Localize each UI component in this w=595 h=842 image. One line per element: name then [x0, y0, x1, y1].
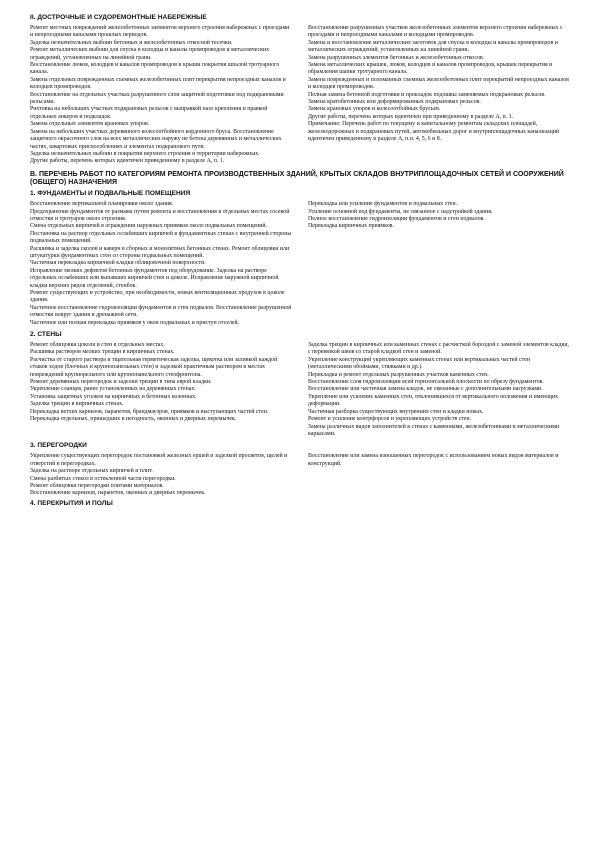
section-columns	[30, 342, 570, 438]
paragraph: Полная замена бетонной подготовки и прокладок подошвы заменяемых подкрановых рельсов.	[308, 91, 546, 98]
paragraph: Восстановление люков, колодцев и каналов промпроводов и крыши покрытия шпалой тротуарного канала.	[30, 62, 280, 76]
section-title: 1. ФУНДАМЕНТЫ И ПОДВАЛЬНЫЕ ПОМЕЩЕНИЯ	[30, 190, 191, 198]
paragraph: Замена на небольших участках деревянного колесоотбойного кордонного бруса. Восстановление защитного окрасочного слоя на всех металлических наружу не бетона деревянных и металлических частях, швартовых приспособлениях и элементах подкранового пути.	[30, 128, 282, 150]
paragraph: Усиление основной под фундаменты, не связанное с надстройкой здания.	[308, 208, 493, 215]
paragraph: Заделка трещин в кирпичных или каменных стенах с расчисткой бороздой с заменой элементов кладки, с перевязкой швов со старой кладкой стен и заменой.	[308, 342, 569, 356]
paragraph: Восстановление на отдельных участках разрушенного слоя защитной подготовки под подкрановыми рельсами.	[30, 91, 284, 106]
section-foundations	[30, 190, 570, 327]
paragraph: Замена поврежденных и поломанных съемных железобетонных плит перекрытий непроездных каналов и колодцев промпроводов.	[308, 76, 569, 91]
current-repair-column	[30, 201, 292, 327]
paragraph: Замена отдельных элементов крановых упоров.	[30, 121, 150, 128]
paragraph: Исправление мелких дефектов бетонных фундаментов под оборудование. Заделка на растворе отдельных ослабевших или выпавших кирпичей стен и цоколе. Исправление наружной кирпичной кладки верхних рядов отделений, стенбок.	[30, 267, 279, 289]
paragraph: Замена металлических крышек, люков, колодцев и каналов промпроводов, крышек перекрытия и обрамления шапки тротуарного канала.	[308, 62, 553, 76]
paragraph: Укрепление сланцев, ранее установленных на деревянных стенах.	[30, 386, 196, 393]
paragraph: Перекладка ветхих карнизов, парапетов, брандмауэров, приямков и выступающих частей стен. Перекладка отдельных, пришедших в негодность, оконных и дверных перемычек.	[30, 408, 269, 423]
paragraph: Ремонт облицовки цоколя и стен в отдельных местах.	[30, 342, 165, 349]
paragraph: Перекладка и ремонт отдельных разрушенных участков каменных стен.	[308, 371, 489, 378]
paragraph: Перекладка кирпичных приямков.	[308, 223, 394, 230]
paragraph: Восстановление или замена изношенных перегородок с использованием новых видов материалов и конструкций.	[308, 453, 559, 467]
paragraph: Предохранение фундаментов от размыва путем ремонта и восстановления в отдельных местах сосевой отмостки и тротуаров около строения.	[30, 208, 290, 222]
paragraph: Укрепление или усиление каменных стен, отклонившихся от вертикального положения и имеющих деформации.	[308, 393, 559, 408]
paragraph: Постановка на раствор отдельных ослабевших кирпичей в фундаментных стенах с внутренней стороны подвальных помещений.	[30, 230, 292, 245]
paragraph: Примечание: Перечень работ по текущему и капитальному ремонтам складских площадей, железнодорожных и подкрановых путей, автомобильных дорог и внутриплощадочных канализаций идентичен приведенному в разделе А, п.п. 4, 5, 6 и 8.	[308, 121, 560, 143]
paragraph: Замена различных видов заполнителей в стенах с каменными, железобетонными и металлическими каркасами.	[308, 423, 559, 437]
section-columns	[30, 25, 570, 166]
capital-repair-column	[308, 342, 570, 438]
paragraph: Восстановление разрушенных участков железобетонных элементов верхнего строения набережных с проездами и непроездными каналами и колодцами промпроводов.	[308, 25, 563, 39]
paragraph: Замена кратобетонных или деформированных подкрановых рельсов.	[308, 99, 481, 106]
paragraph: Расшивка и заделка сколов и каверн в сборных и монолитных бетонных стенах. Ремонт облицовки или штукатурки фундаментных стен со стороны подвальных помещений.	[30, 245, 290, 259]
section-title: II. ДОСТРОЧНЫЕ И СУДОРЕМОНТНЫЕ НАБЕРЕЖНЫЕ	[30, 14, 207, 21]
paragraph: Расшивка растворов мелких трещин в кирпичных стенах.	[30, 349, 175, 356]
paragraph: Замена разрушенных элементов бетонных и железобетонных откосов.	[308, 54, 485, 61]
section-columns	[30, 453, 570, 497]
paragraph: Заделка на растворе отдельных кирпичей и плит.	[30, 468, 153, 475]
current-repair-column	[30, 342, 292, 438]
current-repair-column	[30, 25, 292, 166]
paragraph: Частичное или полная перекладка приямков у окон подвальных и приступ отселей.	[30, 319, 240, 326]
paragraph: Ремонт деревянных перегородок и заделки трещин в типа еврой кладки.	[30, 379, 212, 386]
paragraph: Перекладка или усиление фундаментов и подвальных стен.	[308, 201, 458, 208]
current-repair-column	[30, 453, 292, 497]
paragraph: Восстановление или частичная замена кладок, не связанные с дополнительными нагрузками.	[308, 386, 543, 393]
document-page	[30, 14, 570, 511]
section-title: 2. СТЕНЫ	[30, 331, 62, 339]
paragraph: Полное восстановление гидроизоляции фундаментов и стен подвалов.	[308, 215, 485, 222]
paragraph: Рихтовка на небольших участках подкрановых рельсов с выправкой пазо крепления и правкой отдельных анкеров и подкладок.	[30, 106, 268, 120]
section-columns	[30, 201, 570, 327]
paragraph: Замена и восстановление металлических заготовок для спуска в колодцы и каналы промпроводов и металлических ограждений, установленных на линейной грани.	[308, 39, 558, 54]
paragraph: Ремонт и усиление контрфорсов и укрепляющих устройств стен.	[308, 416, 472, 423]
paragraph: Другие работы, перечень которых идентичен при приведенному в разделе А, п. 1.	[308, 113, 514, 120]
section-partitions	[30, 442, 570, 497]
section-quays	[30, 14, 570, 166]
paragraph: Частичная перекладка кирпичной кладки облицовочной поверхности.	[30, 260, 206, 267]
paragraph: Восстановление слоя гидроизоляции всей горизонтальной плоскости по обрезу фундаментов.	[308, 379, 544, 386]
capital-repair-column	[308, 201, 570, 327]
paragraph: Другие работы, перечень которых идентичен приведенному в разделе А, п. 1.	[30, 158, 225, 165]
paragraph: Расчистка от старого раствора и тщательная герметическая заделка, щекотка или заливкой каждой стыков ходов (блочных и крупнопанельных стен) и заделкой практичным раствором в местах повреждений крупнорельного или крупнопанельного стеофронтона.	[30, 356, 278, 378]
section-title: 3. ПЕРЕГОРОДКИ	[30, 442, 87, 450]
capital-repair-column	[308, 453, 570, 497]
paragraph: Смена разбитых стекол в остекленной части перегородки.	[30, 475, 176, 482]
paragraph: Частичное восстановление гидроизоляции фундаментов и стен подвалов. Восстановление разрушенной отмостки вокруг здания и дренажной сети.	[30, 304, 292, 319]
paragraph: Замена отдельных поврежденных съемных железобетонных плит перекрытия непроездных каналов и колодцев промпроводов.	[30, 76, 286, 91]
paragraph: Укрепление конструкций укрепляющих каменных стенах или вертикальных частей стен (металлическими обоймами, стяжками и др.).	[308, 356, 530, 371]
paragraph: Восстановление вертикальной планировки около здания.	[30, 201, 174, 208]
capital-repair-column	[308, 25, 570, 166]
paragraph: Установка защитных уголков на кирпичных и бетонных колоннах.	[30, 393, 197, 400]
paragraph: Заделка незначительных выбоин бетонных и железобетонных откосной тесечки.	[30, 39, 233, 46]
paragraph: Укрепление существующих перегородок постановкой железных ершей и заделкой просветов, щелей и отверстий в перегородках.	[30, 453, 288, 467]
chapter-title: В. ПЕРЕЧЕНЬ РАБОТ ПО КАТЕГОРИЯМ РЕМОНТА ПРОИЗВОДСТВЕННЫХ ЗДАНИЙ, КРЫТЫХ СКЛАДОВ ВНУТРИПЛОЩАДОЧНЫХ СЕТЕЙ И СООРУЖЕНИЙ (ОБЩЕГО) НАЗНАЧЕНИЯ	[30, 170, 564, 186]
paragraph: Замена крановых упоров и колесоотбойных брусьев.	[308, 106, 441, 113]
section-title: 4. ПЕРЕКРЫТИЯ И ПОЛЫ	[30, 499, 113, 507]
paragraph: Смена отдельных кирпичей в ограждении наружных приямков около подвальных помещений.	[30, 223, 268, 230]
paragraph: Ремонт облицовки перегородки плитами материалов.	[30, 482, 164, 489]
paragraph: Заделка незначительных выбоин в покрытии верхнего строения и территории набережных.	[30, 150, 260, 157]
paragraph: Восстановление карнизов, парапетов, оконных и дверных перемычек.	[30, 490, 206, 497]
section-walls	[30, 331, 570, 438]
paragraph: Ремонт металлических выбоин для спуска в колодцы и каналы промпроводов и металлических ограждений, установленных на линейной грани.	[30, 47, 270, 61]
paragraph: Ремонт местных повреждений железобетонных элементов верхнего строения набережных с проездами и непроездными каналами прошлых периодов.	[30, 25, 290, 39]
paragraph: Частичная разборка существующих внутренних стен и кладки новых.	[308, 408, 484, 415]
paragraph: Заделка трещин в кирпичных стенах.	[30, 401, 124, 408]
paragraph: Ремонт существующих и устройство, при необходимости, новых вентиляционных продухов в цоколе здания.	[30, 290, 285, 304]
